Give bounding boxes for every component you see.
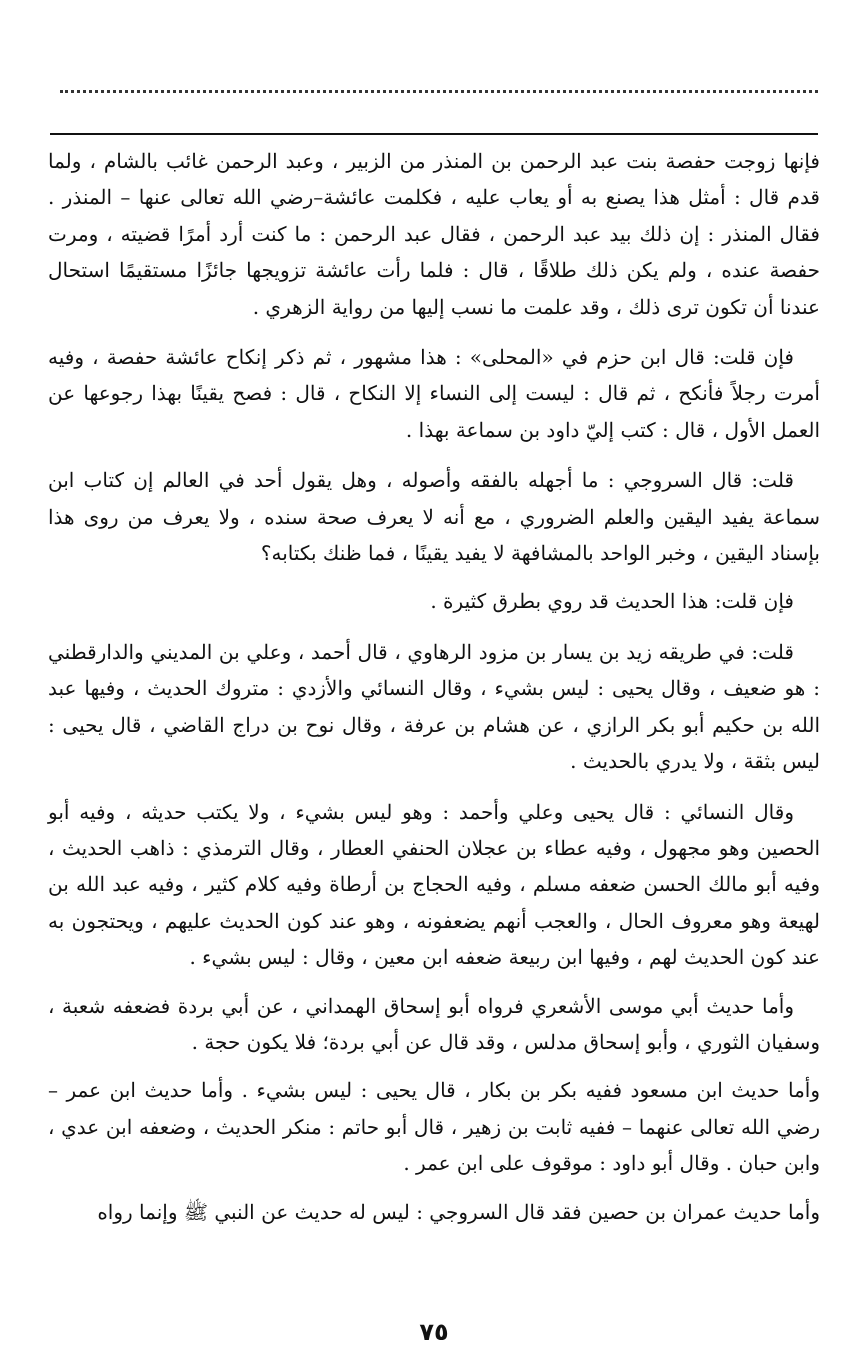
- paragraph-9: وأما حديث عمران بن حصين فقد قال السروجي : ليس له حديث عن النبي ﷺ وإنما رواه: [97, 1199, 820, 1224]
- paragraph-2: فإن قلت: قال ابن حزم في «المحلى» : هذا مشهور ، ثم ذكر إنكاح عائشة حفصة ، وفيه أمرت رجلاً فأنكح ، ثم قال : ليست إلى النساء إلا النكاح ، قال : فصح يقينًا بهذا رجوعها عن العمل الأول ، قال : كتب إليّ داود بن سماعة بهذا .: [48, 345, 820, 442]
- paragraph-5: قلت: في طريقه زيد بن يسار بن مزود الرهاوي ، قال أحمد ، وعلي بن المديني والدارقطني : هو ضعيف ، وقال يحيى : ليس بشيء ، وقال النسائي والأزدي : متروك الحديث ، وفيها عبد الله بن حكيم أبو بكر الرازي ، عن هشام بن عرفة ، وقال نوح بن دراج القاضي ، قال يحيى : ليس بثقة ، ولا يدري بالحديث .: [48, 639, 820, 774]
- paragraph-3: قلت: قال السروجي : ما أجهله بالفقه وأصوله ، وهل يقول أحد في العالم إن كتاب ابن سماعة يفيد اليقين والعلم الضروري ، مع أنه لا يعرف صحة سنده ، ولا يعرف من روى هذا بإسناد اليقين ، وخبر الواحد بالمشافهة لا يفيد يقينًا ، فما ظنك بكتابه؟: [48, 468, 820, 566]
- page-number: ٧٥: [419, 1318, 449, 1346]
- paragraph-8: وأما حديث ابن مسعود ففيه بكر بن بكار ، قال يحيى : ليس بشيء . وأما حديث ابن عمر – رضي الله تعالى عنهما – ففيه ثابت بن زهير ، قال أبو حاتم : منكر الحديث ، وضعفه ابن عدي ، وابن حبان . وقال أبو داود : موقوف على ابن عمر .: [48, 1078, 820, 1176]
- paragraph-7: وأما حديث أبي موسى الأشعري فرواه أبو إسحاق الهمداني ، عن أبي بردة فضعفه شعبة ، وسفيان الثوري ، وأبو إسحاق مدلس ، وقد قال عن أبي بردة؛ فلا يكون حجة .: [48, 993, 820, 1054]
- header-solid-rule: [50, 133, 818, 135]
- paragraph-4: فإن قلت: هذا الحديث قد روي بطرق كثيرة .: [430, 589, 794, 614]
- page-body: [48, 143, 820, 1230]
- paragraph-6: وقال النسائي : قال يحيى وعلي وأحمد : وهو ليس بشيء ، ولا يكتب حديثه ، وفيه أبو الحصين وهو مجهول ، وفيه عطاء بن عجلان الحنفي العطار ، وقال الترمذي : ذاهب الحديث ، وفيه أبو مالك الحسن ضعفه مسلم ، وفيه الحجاج بن أرطاة وفيه كلام كثير ، وفيه عبد الله بن لهيعة وهو معروف الحال ، والعجب أنهم يضعفونه ، وهو عند كون الحديث عليهم ، ويحتجون به عند كون الحديث لهم ، وفيها ابن ربيعة ضعفه ابن معين ، وقال : ليس بشيء .: [48, 799, 820, 970]
- paragraph-1: فإنها زوجت حفصة بنت عبد الرحمن بن المنذر من الزبير ، وعبد الرحمن غائب بالشام ، ولما قدم قال : أمثل هذا يصنع به أو يعاب عليه ، فكلمت عائشة–رضي الله تعالى عنها – المنذر . فقال المنذر : إن ذلك بيد عبد الرحمن ، فقال عبد الرحمن : ما كنت أرد أمرًا قضيته ، ومرت حفصة عنده ، ولم يكن ذلك طلاقًا ، قال : فلما رأت عائشة تزويجها جائزًا مستقيمًا استحال عندنا أن تكون ترى ذلك ، وقد علمت ما نسب إليها من رواية الزهري .: [48, 149, 820, 319]
- header-dotted-rule: [60, 90, 818, 93]
